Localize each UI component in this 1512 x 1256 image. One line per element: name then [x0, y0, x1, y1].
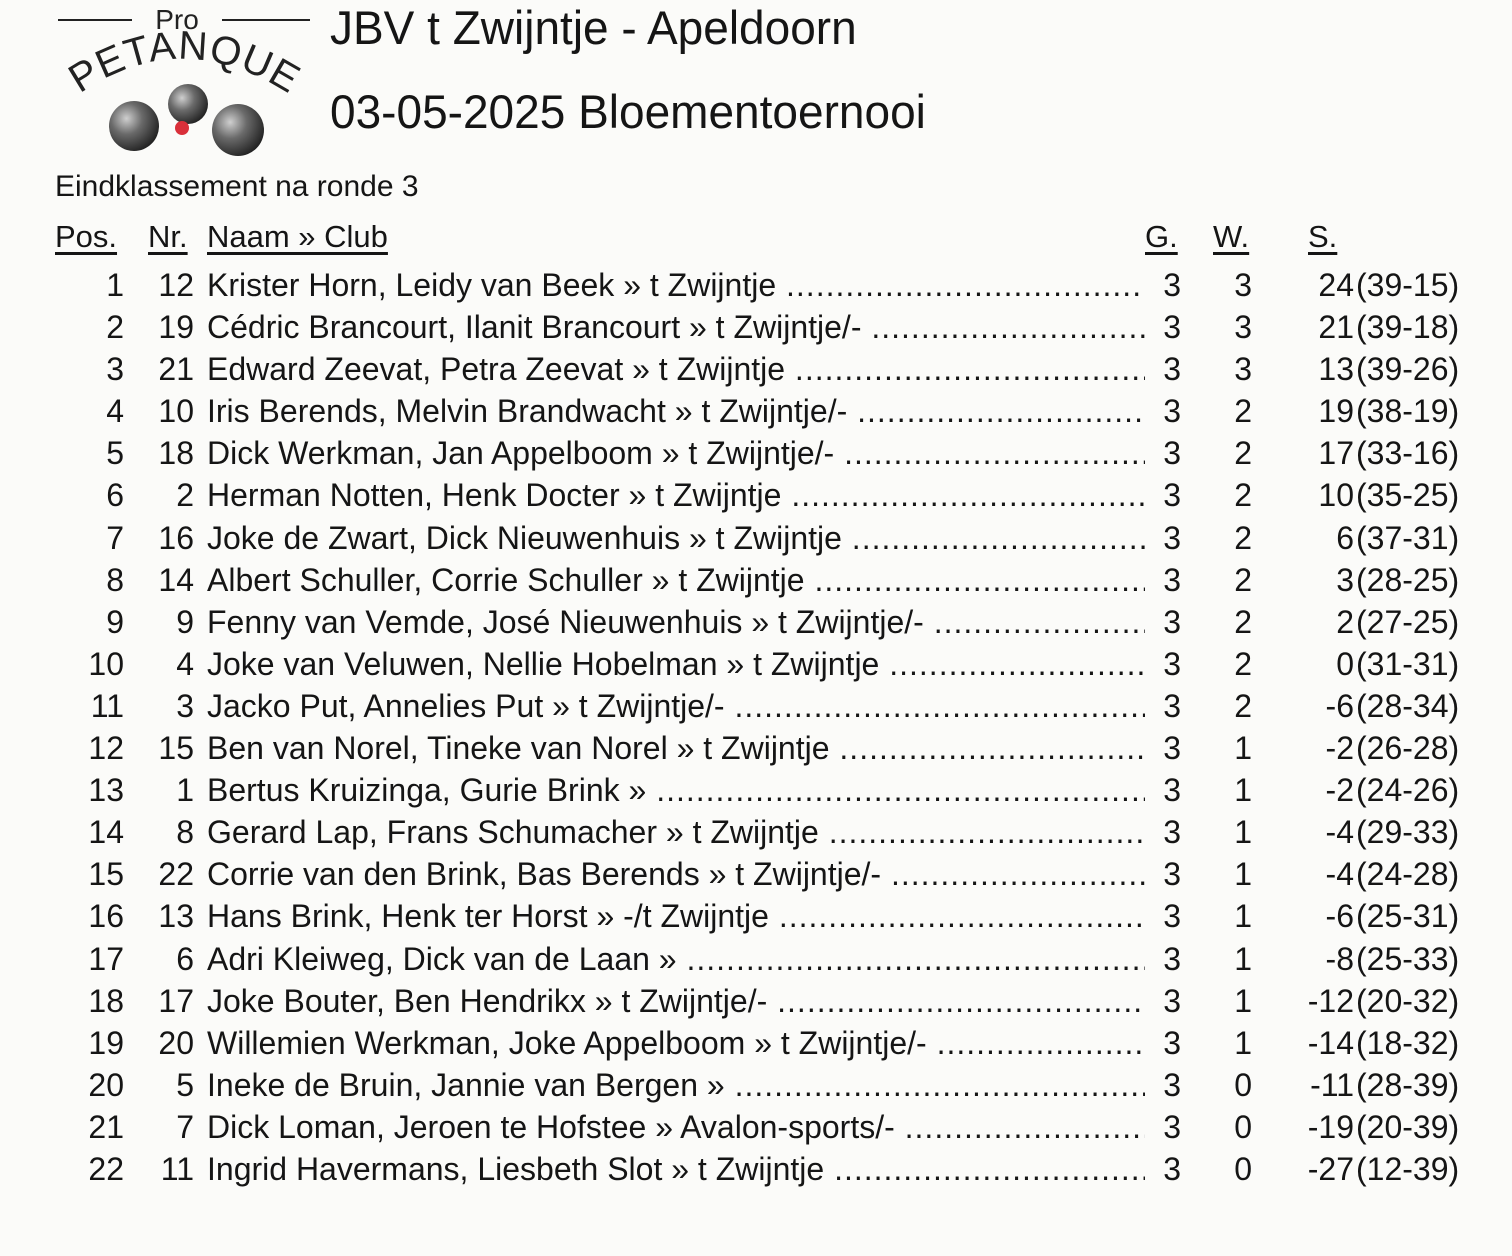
row-score: (24-26) [1356, 772, 1460, 809]
table-row [0, 685, 1512, 727]
row-g: 3 [1163, 267, 1181, 303]
row-g: 3 [1163, 519, 1181, 556]
table-row [0, 643, 1512, 685]
row-w: 1 [1234, 730, 1252, 767]
row-g: 3 [1163, 435, 1181, 472]
row-nr: 20 [158, 1024, 194, 1061]
row-pos: 16 [88, 898, 124, 935]
row-score: (27-25) [1356, 603, 1460, 640]
row-name: Willemien Werkman, Joke Appelboom » t Zwijntje/- ..... [207, 1022, 1145, 1064]
table-row [0, 348, 1512, 390]
row-pos: 3 [106, 351, 124, 388]
row-score: (37-31) [1356, 519, 1460, 556]
row-w: 1 [1234, 940, 1252, 977]
row-pos: 13 [88, 772, 124, 809]
boule-left-icon [109, 101, 159, 151]
row-nr: 12 [158, 267, 194, 303]
ranking-subtitle: Eindklassement na ronde 3 [55, 170, 419, 203]
boule-right-icon [212, 104, 264, 156]
row-g: 3 [1163, 814, 1181, 851]
row-w: 2 [1234, 561, 1252, 598]
row-pos: 6 [106, 477, 124, 514]
row-g: 3 [1163, 1024, 1181, 1061]
row-score: (28-25) [1356, 561, 1460, 598]
row-nr: 2 [176, 477, 194, 514]
row-name: Ingrid Havermans, Liesbeth Slot » t Zwijntje ..... [207, 1148, 1145, 1190]
row-pos: 9 [106, 603, 124, 640]
row-name: Iris Berends, Melvin Brandwacht » t Zwijntje/- ..... [207, 390, 1145, 432]
row-g: 3 [1163, 730, 1181, 767]
table-row [0, 474, 1512, 516]
row-g: 3 [1163, 772, 1181, 809]
row-name: Hans Brink, Henk ter Horst » -/t Zwijntje ..... [207, 895, 1145, 937]
column-header-pos: Pos. [55, 219, 118, 254]
row-nr: 19 [158, 309, 194, 346]
table-row [0, 980, 1512, 1022]
row-pos: 7 [106, 519, 124, 556]
row-score: (39-18) [1356, 309, 1460, 346]
row-score: (12-39) [1356, 1150, 1460, 1187]
row-w: 1 [1234, 1024, 1252, 1061]
row-score: (28-39) [1356, 1066, 1460, 1103]
table-row [0, 811, 1512, 853]
row-nr: 15 [158, 730, 194, 767]
row-w: 0 [1234, 1108, 1252, 1145]
table-row [0, 895, 1512, 937]
cochonnet-icon [175, 121, 189, 135]
table-row [0, 517, 1512, 559]
table-row [0, 264, 1512, 306]
row-g: 3 [1163, 1108, 1181, 1145]
row-nr: 17 [158, 982, 194, 1019]
row-w: 1 [1234, 898, 1252, 935]
table-row [0, 1064, 1512, 1106]
row-s: 0 [1336, 645, 1354, 682]
ranking-table [0, 264, 1512, 1190]
row-name: Adri Kleiweg, Dick van de Laan » ..... [207, 938, 1145, 980]
row-s: -14 [1307, 1024, 1354, 1061]
row-w: 2 [1234, 519, 1252, 556]
row-name: Ben van Norel, Tineke van Norel » t Zwijntje ..... [207, 727, 1145, 769]
row-w: 3 [1234, 351, 1252, 388]
row-pos: 11 [90, 687, 124, 724]
row-s: 3 [1336, 561, 1354, 598]
row-g: 3 [1163, 940, 1181, 977]
row-nr: 1 [176, 772, 194, 809]
row-s: -6 [1325, 687, 1354, 724]
row-name: Gerard Lap, Frans Schumacher » t Zwijntje ..... [207, 811, 1145, 853]
row-pos: 4 [106, 393, 124, 430]
row-nr: 21 [158, 351, 194, 388]
row-s: 6 [1336, 519, 1354, 556]
row-g: 3 [1163, 477, 1181, 514]
row-name: Dick Werkman, Jan Appelboom » t Zwijntje/- ..... [207, 432, 1145, 474]
row-pos: 1 [106, 267, 124, 303]
row-s: -11 [1310, 1066, 1354, 1103]
row-w: 2 [1234, 435, 1252, 472]
row-name: Corrie van den Brink, Bas Berends » t Zwijntje/- ..... [207, 853, 1145, 895]
row-name: Herman Notten, Henk Docter » t Zwijntje ..... [207, 474, 1145, 516]
row-pos: 21 [88, 1108, 124, 1145]
row-g: 3 [1163, 856, 1181, 893]
row-score: (24-28) [1356, 856, 1460, 893]
column-header-naam: Naam » Club [207, 219, 388, 254]
row-s: 24 [1318, 267, 1354, 303]
row-nr: 7 [176, 1108, 194, 1145]
row-g: 3 [1163, 561, 1181, 598]
table-row [0, 853, 1512, 895]
table-row [0, 390, 1512, 432]
row-score: (20-39) [1356, 1108, 1460, 1145]
row-pos: 17 [88, 940, 124, 977]
row-w: 2 [1234, 603, 1252, 640]
row-score: (39-15) [1356, 267, 1460, 303]
boule-middle-icon [168, 84, 208, 124]
row-s: -19 [1307, 1108, 1354, 1145]
row-w: 3 [1234, 267, 1252, 303]
row-score: (29-33) [1356, 814, 1460, 851]
column-header-w: W. [1213, 219, 1250, 254]
row-pos: 5 [106, 435, 124, 472]
row-pos: 10 [88, 645, 124, 682]
row-w: 1 [1234, 856, 1252, 893]
row-score: (20-32) [1356, 982, 1460, 1019]
row-nr: 18 [158, 435, 194, 472]
row-w: 1 [1234, 772, 1252, 809]
row-name: Edward Zeevat, Petra Zeevat » t Zwijntje ..... [207, 348, 1145, 390]
row-g: 3 [1163, 645, 1181, 682]
table-row [0, 306, 1512, 348]
row-w: 0 [1234, 1066, 1252, 1103]
row-nr: 5 [176, 1066, 194, 1103]
row-pos: 2 [106, 309, 124, 346]
page-title: JBV t Zwijntje - Apeldoorn [330, 1, 857, 55]
row-g: 3 [1163, 687, 1181, 724]
row-g: 3 [1163, 351, 1181, 388]
row-w: 3 [1234, 309, 1252, 346]
row-name: Ineke de Bruin, Jannie van Bergen » ..... [207, 1064, 1145, 1106]
row-nr: 6 [176, 940, 194, 977]
row-name: Joke Bouter, Ben Hendrikx » t Zwijntje/- ..... [207, 980, 1145, 1022]
table-row [0, 559, 1512, 601]
row-pos: 14 [88, 814, 124, 851]
row-w: 2 [1234, 687, 1252, 724]
row-s: -2 [1325, 772, 1354, 809]
row-score: (28-34) [1356, 687, 1460, 724]
row-pos: 22 [88, 1150, 124, 1187]
event-title: 03-05-2025 Bloementoernooi [330, 85, 926, 139]
logo-pro-text: Pro [155, 4, 199, 35]
row-name: Joke de Zwart, Dick Nieuwenhuis » t Zwijntje ..... [207, 517, 1145, 559]
row-name: Jacko Put, Annelies Put » t Zwijntje/- ..... [207, 685, 1145, 727]
row-pos: 20 [88, 1066, 124, 1103]
row-nr: 22 [158, 856, 194, 893]
row-pos: 12 [88, 730, 124, 767]
row-s: 13 [1318, 351, 1354, 388]
row-s: 2 [1336, 603, 1354, 640]
table-row [0, 769, 1512, 811]
column-header-nr: Nr. [148, 219, 188, 254]
column-header-s: S. [1308, 219, 1338, 254]
row-pos: 18 [88, 982, 124, 1019]
row-name: Bertus Kruizinga, Gurie Brink » ..... [207, 769, 1145, 811]
row-score: (26-28) [1356, 730, 1460, 767]
row-nr: 13 [158, 898, 194, 935]
row-g: 3 [1163, 1150, 1181, 1187]
row-name: Albert Schuller, Corrie Schuller » t Zwijntje ..... [207, 559, 1145, 601]
row-score: (33-16) [1356, 435, 1460, 472]
row-nr: 14 [158, 561, 194, 598]
row-nr: 3 [176, 687, 194, 724]
row-w: 2 [1234, 477, 1252, 514]
row-s: 10 [1318, 477, 1354, 514]
row-nr: 10 [158, 393, 194, 430]
row-score: (31-31) [1356, 645, 1460, 682]
row-name: Cédric Brancourt, Ilanit Brancourt » t Zwijntje/- ..... [207, 306, 1145, 348]
row-s: 19 [1318, 393, 1354, 430]
table-row [0, 1022, 1512, 1064]
row-score: (25-33) [1356, 940, 1460, 977]
row-s: 17 [1318, 435, 1354, 472]
row-name: Joke van Veluwen, Nellie Hobelman » t Zwijntje ..... [207, 643, 1145, 685]
row-score: (18-32) [1356, 1024, 1460, 1061]
row-g: 3 [1163, 603, 1181, 640]
row-g: 3 [1163, 1066, 1181, 1103]
table-row [0, 938, 1512, 980]
table-row [0, 432, 1512, 474]
table-row [0, 727, 1512, 769]
row-s: 21 [1318, 309, 1354, 346]
row-score: (25-31) [1356, 898, 1460, 935]
row-pos: 8 [106, 561, 124, 598]
row-s: -8 [1325, 940, 1354, 977]
row-g: 3 [1163, 393, 1181, 430]
table-row [0, 1148, 1512, 1190]
row-g: 3 [1163, 982, 1181, 1019]
row-score: (38-19) [1356, 393, 1460, 430]
row-pos: 15 [88, 856, 124, 893]
row-g: 3 [1163, 309, 1181, 346]
row-name: Krister Horn, Leidy van Beek » t Zwijntje ..... [207, 264, 1145, 306]
row-w: 1 [1234, 814, 1252, 851]
row-s: -4 [1325, 856, 1354, 893]
row-nr: 11 [160, 1150, 194, 1187]
row-name: Dick Loman, Jeroen te Hofstee » Avalon-sports/- ..... [207, 1106, 1145, 1148]
pro-petanque-logo [52, 4, 322, 164]
row-w: 2 [1234, 645, 1252, 682]
column-header-g: G. [1145, 219, 1178, 254]
table-row [0, 1106, 1512, 1148]
row-g: 3 [1163, 898, 1181, 935]
row-nr: 8 [176, 814, 194, 851]
row-s: -6 [1325, 898, 1354, 935]
row-w: 0 [1234, 1150, 1252, 1187]
row-pos: 19 [88, 1024, 124, 1061]
row-nr: 4 [176, 645, 194, 682]
row-nr: 16 [158, 519, 194, 556]
row-s: -2 [1325, 730, 1354, 767]
row-s: -12 [1307, 982, 1354, 1019]
logo-brand-text: PETANQUE [61, 23, 308, 102]
row-w: 2 [1234, 393, 1252, 430]
row-score: (35-25) [1356, 477, 1460, 514]
row-s: -27 [1307, 1150, 1354, 1187]
row-s: -4 [1325, 814, 1354, 851]
row-nr: 9 [176, 603, 194, 640]
row-w: 1 [1234, 982, 1252, 1019]
row-score: (39-26) [1356, 351, 1460, 388]
row-name: Fenny van Vemde, José Nieuwenhuis » t Zwijntje/- ..... [207, 601, 1145, 643]
table-row [0, 601, 1512, 643]
